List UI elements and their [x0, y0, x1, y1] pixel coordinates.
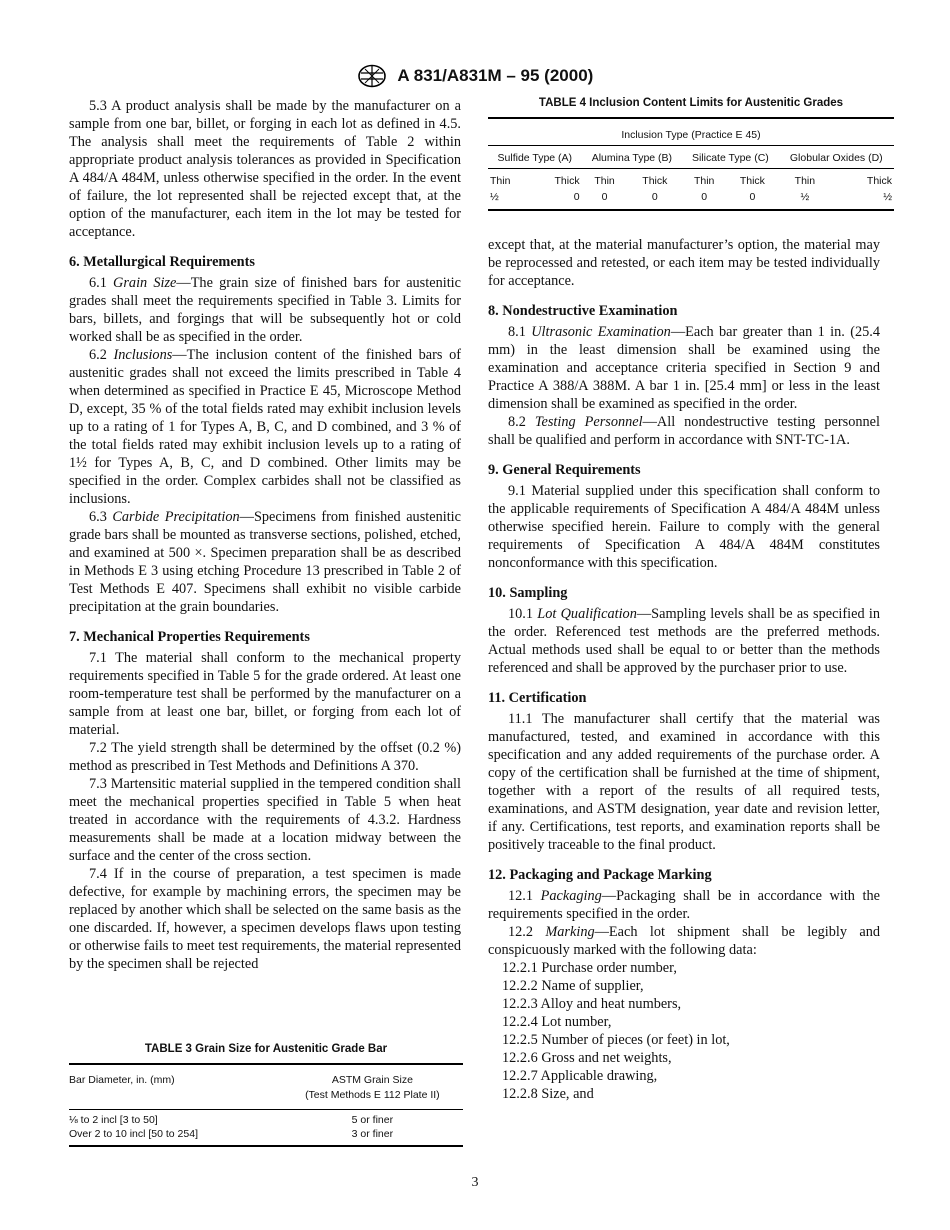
table-3-header-grain-size: ASTM Grain Size (Test Methods E 112 Plate II) [282, 1064, 463, 1110]
list-item: 12.2.7 Applicable drawing, [502, 1068, 658, 1084]
list-item: 12.2.4 Lot number, [502, 1014, 612, 1030]
table-cell: Thick [554, 175, 580, 187]
paragraph-12-1 [488, 887, 880, 923]
table-cell: ½ [800, 191, 810, 203]
table-cell: Thin [594, 175, 615, 187]
table-4-caption: TABLE 4 Inclusion Content Limits for Austenitic Grades [538, 97, 844, 109]
table-3 [69, 1043, 463, 1147]
table-cell: Thin [490, 175, 511, 187]
table-3-header-diameter: Bar Diameter, in. (mm) [69, 1064, 282, 1110]
paragraph-number: 12.1 [508, 888, 541, 904]
table-cell: ½ [883, 191, 892, 203]
paragraph-7-3: 7.3 Martensitic material supplied in the tempered condition shall meet the mechanical properties specified in Table 5 when heat treated in accordance with the requirements of 4.3.2. Hardness measurements shall be made at a location midway between the surface and the center of the cross section. [69, 776, 461, 864]
paragraph-term: Packaging [540, 888, 602, 904]
table-4-grid [488, 117, 894, 211]
section-heading-8: 8. Nondestructive Examination [488, 303, 678, 319]
table-4-group-header: Inclusion Type (Practice E 45) [488, 118, 894, 146]
list-item: 12.2.5 Number of pieces (or feet) in lot, [502, 1032, 730, 1048]
paragraph-term: Carbide Precipitation [112, 509, 240, 525]
section-heading-9: 9. General Requirements [488, 462, 641, 478]
table-cell: 0 [749, 191, 756, 203]
paragraph-number: 8.2 [508, 414, 535, 430]
list-item: 12.2.8 Size, and [502, 1086, 594, 1102]
paragraph-number: 12.2 [508, 924, 546, 940]
section-heading-7: 7. Mechanical Properties Requirements [69, 629, 310, 645]
paragraph-12-2 [488, 923, 880, 959]
document-designation: A 831/A831M – 95 (2000) [397, 66, 594, 85]
table-cell: Thick [866, 175, 892, 187]
table-row [69, 1128, 463, 1147]
paragraph-text: —Specimens from finished austenitic grade bars shall be mounted as transverse sections, polished, etched, and examined at 500 ×. Specimen preparation shall be as described in Methods E 3 using etching Procedure 13 prescribed in Table 2 of Test Methods E 407. Specimens shall exhibit no visible carbide precipitation at the grain boundaries. [69, 509, 461, 615]
table-row [488, 189, 894, 210]
astm-logo-icon [357, 64, 387, 88]
table-cell: 0 [701, 191, 708, 203]
paragraph-8-1 [488, 323, 880, 413]
paragraph-number: 8.1 [508, 324, 532, 340]
right-column [488, 236, 880, 1103]
paragraph-number: 6.1 [89, 275, 114, 291]
table-4-type-b: Alumina Type (B) [582, 146, 683, 169]
table-cell: 5 or finer [351, 1114, 394, 1126]
paragraph-9-1: 9.1 Material supplied under this specification shall conform to the applicable requirements of Specification A 484/A 484M unless otherwise specified herein. Failure to comply with the general requirements of Specification A 484/A 484M constitutes nonconformance with this specification. [488, 483, 880, 571]
table-cell: ½ [490, 191, 499, 203]
paragraph-10-1 [488, 605, 880, 677]
paragraph-number: 6.2 [89, 347, 114, 363]
page-header [0, 64, 950, 88]
table-cell: Thin [693, 175, 715, 187]
table-4 [488, 97, 894, 211]
paragraph-7-2: 7.2 The yield strength shall be determined by the offset (0.2 %) method as prescribed in Test Methods and Definitions A 370. [69, 740, 461, 774]
paragraph-term: Inclusions [113, 347, 173, 363]
table-cell: Thick [642, 175, 668, 187]
paragraph-number: 10.1 [508, 606, 538, 622]
left-column [69, 97, 461, 973]
table-cell: Over 2 to 10 incl [50 to 254] [69, 1127, 198, 1140]
paragraph-text: —Each bar greater than 1 in. (25.4 mm) in the least dimension shall be examined using the examination and acceptance criteria specified in Section 9 and Practice A 388/A 388M. A bar 1 in. [25.4 mm] or less in the least dimension shall be examined as specified in the order. [488, 324, 880, 412]
list-item: 12.2.2 Name of supplier, [502, 978, 644, 994]
paragraph-6-2 [69, 346, 461, 508]
paragraph-continued: except that, at the material manufacturer’s option, the material may be reprocessed and retested, or each item may be tested individually for acceptance. [488, 237, 880, 289]
table-4-type-c: Silicate Type (C) [682, 146, 778, 169]
paragraph-5-3: 5.3 A product analysis shall be made by the manufacturer on a sample from one bar, billet, or forging in each lot as defined in 4.5. The analysis shall meet the requirements of Table 2 within appropriate product analysis tolerances as provided in Specification A 484/A 484M, unless otherwise specified in the order. In the event of failure, the lot represented shall be rejected except that, at the option of the manufacturer, each item in the lot may be tested for acceptance. [69, 98, 461, 240]
table-cell: 0 [651, 191, 658, 203]
list-item: 12.2.6 Gross and net weights, [502, 1050, 672, 1066]
table-row [488, 169, 894, 190]
paragraph-number: 6.3 [89, 509, 113, 525]
list-item: 12.2.3 Alloy and heat numbers, [502, 996, 682, 1012]
table-cell: Thin [794, 175, 816, 187]
table-4-type-a: Sulfide Type (A) [488, 146, 582, 169]
paragraph-term: Lot Qualification [537, 606, 637, 622]
section-heading-11: 11. Certification [488, 690, 587, 706]
paragraph-text: —Sampling levels shall be as specified in the order. Referenced test methods are the preferred methods. Actual methods used shall be equal to or better than the methods referenced and shall be approved by the purchaser prior to use. [488, 606, 880, 676]
paragraph-term: Ultrasonic Examination [531, 324, 671, 340]
table-cell: 0 [601, 191, 608, 203]
paragraph-text: —The grain size of finished bars for austenitic grades shall meet the requirements specified in Table 3. Limits for bars, billets, and forgings that will be subsequently hot or cold worked shall be as specified in the order. [69, 275, 461, 345]
table-3-caption: TABLE 3 Grain Size for Austenitic Grade Bar [144, 1043, 388, 1055]
table-3-grid [69, 1063, 463, 1147]
paragraph-text: —The inclusion content of the finished bars of austenitic grades shall not exceed the limits prescribed in Table 4 when determined as specified in Practice E 45, Microscope Method D, except, 35 % of the total fields rated may exhibit inclusion levels up to a rating of 1 for Types A, B, C, and D combined, and 3 % of the total fields rated may exhibit inclusion levels up to a rating of 1½ for Types A, B, C, and D combined. Other limits may be specified in the order. Complex carbides shall not be classified as inclusions. [69, 347, 461, 507]
list-item: 12.2.1 Purchase order number, [502, 960, 677, 976]
table-cell: Thick [739, 175, 765, 187]
paragraph-text: —Each lot shipment shall be legibly and conspicuously marked with the following data: [488, 924, 880, 958]
paragraph-7-1: 7.1 The material shall conform to the mechanical property requirements specified in Table 5 for the grade ordered. At least one room-temperature test shall be performed by the manufacturer on a sample from at least one bar, billet, or forging from each lot of material. [69, 650, 461, 738]
paragraph-7-4: 7.4 If in the course of preparation, a test specimen is made defective, for example by machining errors, the specimen may be replaced by another which shall be selected on the same basis as the one discarded. If, however, a specimen develops flaws upon testing or otherwise fails to meet test requirements, the material represented by the specimen shall be rejected [69, 866, 461, 972]
paragraph-11-1: 11.1 The manufacturer shall certify that the material was manufactured, tested, and examined in accordance with this specification and any added requirements of the purchase order. A copy of the certification shall be furnished at the time of shipment, together with a report of the results of all required tests, examinations, and ASTM designation, year date and revision letter, if any. Certifications, test reports, and examination reports shall be positively traceable to the final product. [488, 711, 880, 853]
paragraph-text: —All nondestructive testing personnel shall be qualified and perform in accordance with SNT-TC-1A. [488, 414, 880, 448]
paragraph-6-3 [69, 508, 461, 616]
paragraph-term: Testing Personnel [534, 414, 643, 430]
table-row [69, 1110, 463, 1128]
paragraph-term: Grain Size [113, 275, 177, 291]
table-cell: 0 [573, 191, 580, 203]
paragraph-text: —Packaging shall be in accordance with the requirements specified in the order. [488, 888, 881, 922]
section-heading-10: 10. Sampling [488, 585, 568, 601]
paragraph-term: Marking [545, 924, 595, 940]
paragraph-8-2 [488, 413, 880, 449]
section-heading-12: 12. Packaging and Package Marking [488, 867, 712, 883]
table-cell: ⅛ to 2 incl [3 to 50] [69, 1114, 158, 1126]
paragraph-6-1 [69, 274, 461, 346]
page-number: 3 [471, 1175, 479, 1190]
table-cell: 3 or finer [351, 1127, 394, 1140]
section-heading-6: 6. Metallurgical Requirements [69, 254, 255, 270]
table-4-type-d: Globular Oxides (D) [779, 146, 894, 169]
